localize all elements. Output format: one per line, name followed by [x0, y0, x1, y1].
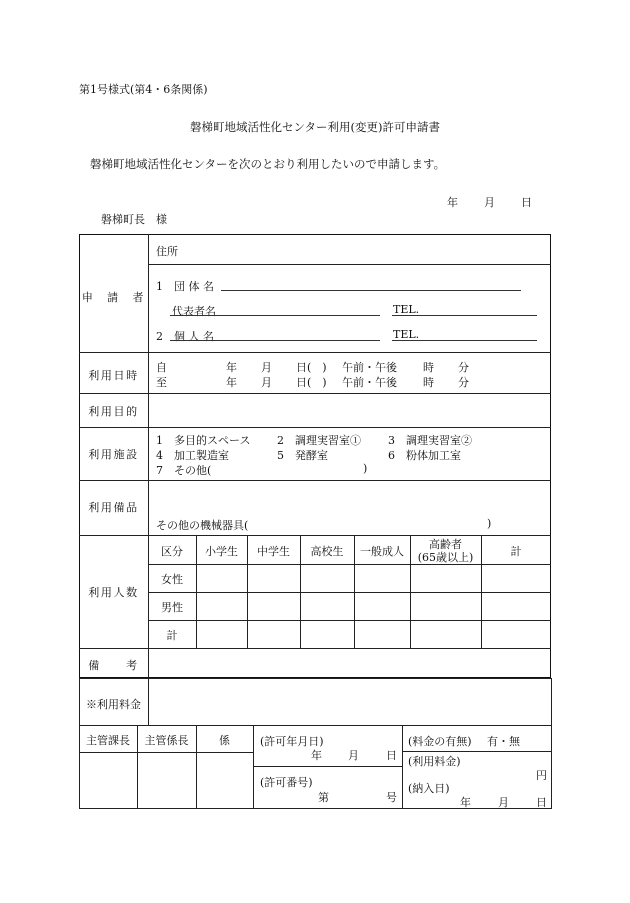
- remarks-label: 備 考: [88, 659, 139, 672]
- fee-right-border: [551, 678, 552, 809]
- to-year: 年: [226, 376, 237, 389]
- equipment-label: 利用備品: [88, 501, 139, 514]
- paid-month: 月: [498, 796, 509, 809]
- to-ampm[interactable]: 午前・午後: [342, 376, 397, 389]
- intro-text: 磐梯町地域活性化センターを次のとおり利用したいので申請します。: [90, 157, 446, 171]
- permit-no-go: 号: [386, 791, 397, 804]
- from-label: 自: [156, 361, 167, 374]
- fee-label-divider: [148, 678, 149, 725]
- group-name-line[interactable]: [221, 290, 521, 291]
- form-number: 第1号様式(第4・6条関係): [79, 83, 208, 96]
- people-header: 高齢者: [429, 538, 462, 551]
- fee-exists-choice[interactable]: 有・無: [487, 735, 520, 748]
- people-header: 一般成人: [360, 545, 404, 558]
- applicant-label: 申 請 者: [81, 291, 146, 304]
- fee-bottom-border: [79, 725, 551, 726]
- address-divider: [148, 264, 551, 265]
- facility-option[interactable]: 1 多目的スペース: [156, 434, 251, 447]
- fee-exists-label: (料金の有無): [408, 735, 472, 748]
- date-day-label: 日: [521, 196, 532, 209]
- from-minute: 分: [458, 361, 469, 374]
- permit-year: 年: [311, 749, 322, 762]
- people-row-label: 計: [166, 629, 178, 642]
- yen-label: 円: [536, 769, 547, 782]
- people-row-divider: [148, 564, 551, 565]
- people-row-divider: [148, 620, 551, 621]
- purpose-label: 利用目的: [88, 405, 139, 418]
- row-divider: [79, 480, 551, 481]
- permit-date-label: (許可年月日): [260, 735, 324, 748]
- facility-option[interactable]: 6 粉体加工室: [388, 449, 461, 462]
- date-month-label: 月: [484, 196, 495, 209]
- from-ampm[interactable]: 午前・午後: [342, 361, 397, 374]
- people-header-sub: (65歳以上): [417, 551, 474, 564]
- permit-divider: [253, 766, 402, 767]
- people-row-label: 女性: [161, 573, 183, 586]
- tel-line[interactable]: [392, 315, 537, 316]
- subchief-label: 主管係長: [144, 734, 189, 747]
- address-label: 住所: [156, 245, 178, 258]
- from-hour: 時: [423, 361, 434, 374]
- paid-year: 年: [460, 796, 471, 809]
- from-day: 日( ): [296, 361, 327, 374]
- individual-name-line[interactable]: [170, 340, 380, 341]
- people-header: 高校生: [310, 545, 344, 558]
- facility-option[interactable]: 4 加工製造室: [156, 449, 229, 462]
- chief-label: 主管課長: [86, 734, 130, 747]
- to-day: 日( ): [296, 376, 327, 389]
- row-divider: [79, 352, 551, 353]
- permit-month: 月: [348, 749, 359, 762]
- representative-line[interactable]: [170, 315, 380, 316]
- individual-name-label: 2 個 人 名: [156, 330, 214, 343]
- tel-line-2[interactable]: [392, 340, 537, 341]
- to-hour: 時: [423, 376, 434, 389]
- date-year-label: 年: [447, 196, 458, 209]
- to-month: 月: [261, 376, 272, 389]
- office-stamp-divider: [79, 752, 253, 753]
- equipment-other[interactable]: その他の機械器具(: [156, 519, 249, 532]
- facility-option[interactable]: 3 調理実習室②: [388, 434, 472, 447]
- usage-date-label: 利用日時: [88, 369, 139, 382]
- people-header: 小学生: [205, 545, 238, 558]
- people-header: 区分: [161, 545, 183, 558]
- application-date[interactable]: [447, 194, 558, 210]
- facility-other-close: ): [363, 462, 368, 475]
- office-bottom-border: [79, 808, 551, 809]
- people-header: 中学生: [257, 545, 290, 558]
- addressee: 磐梯町長 様: [101, 213, 167, 226]
- row-divider: [79, 427, 551, 428]
- office-col-divider: [402, 725, 403, 808]
- permit-day: 日: [386, 749, 397, 762]
- representative-label: 代表者名: [172, 305, 216, 318]
- row-divider: [79, 648, 551, 649]
- permit-no-dai: 第: [318, 791, 329, 804]
- row-divider: [79, 393, 551, 394]
- to-label: 至: [156, 376, 167, 389]
- fee-label: ※利用料金: [86, 698, 141, 711]
- from-month: 月: [261, 361, 272, 374]
- group-name-label: 1 団 体 名: [156, 280, 214, 293]
- tel-label-2: TEL.: [393, 328, 420, 341]
- people-header: 計: [510, 545, 522, 558]
- to-minute: 分: [458, 376, 469, 389]
- equipment-other-close: ): [487, 517, 492, 530]
- people-row-divider: [148, 592, 551, 593]
- form-title: 磐梯町地域活性化センター利用(変更)許可申請書: [189, 120, 440, 134]
- facility-other[interactable]: 7 その他(: [156, 464, 212, 477]
- staff-label: 係: [219, 734, 230, 747]
- fee-exists-divider: [402, 751, 551, 752]
- tel-label: TEL.: [393, 303, 420, 316]
- permit-no-label: (許可番号): [260, 776, 313, 789]
- paid-day: 日: [536, 796, 547, 809]
- people-row-label: 男性: [161, 601, 183, 614]
- people-count-label: 利用人数: [88, 586, 139, 599]
- from-year: 年: [226, 361, 237, 374]
- paid-date-label: (納入日): [408, 782, 450, 795]
- facility-option[interactable]: 5 発酵室: [277, 449, 328, 462]
- facility-option[interactable]: 2 調理実習室①: [277, 434, 361, 447]
- facility-label: 利用施設: [88, 448, 139, 461]
- fee-top-border: [79, 678, 551, 679]
- use-fee-label: (利用料金): [408, 755, 461, 768]
